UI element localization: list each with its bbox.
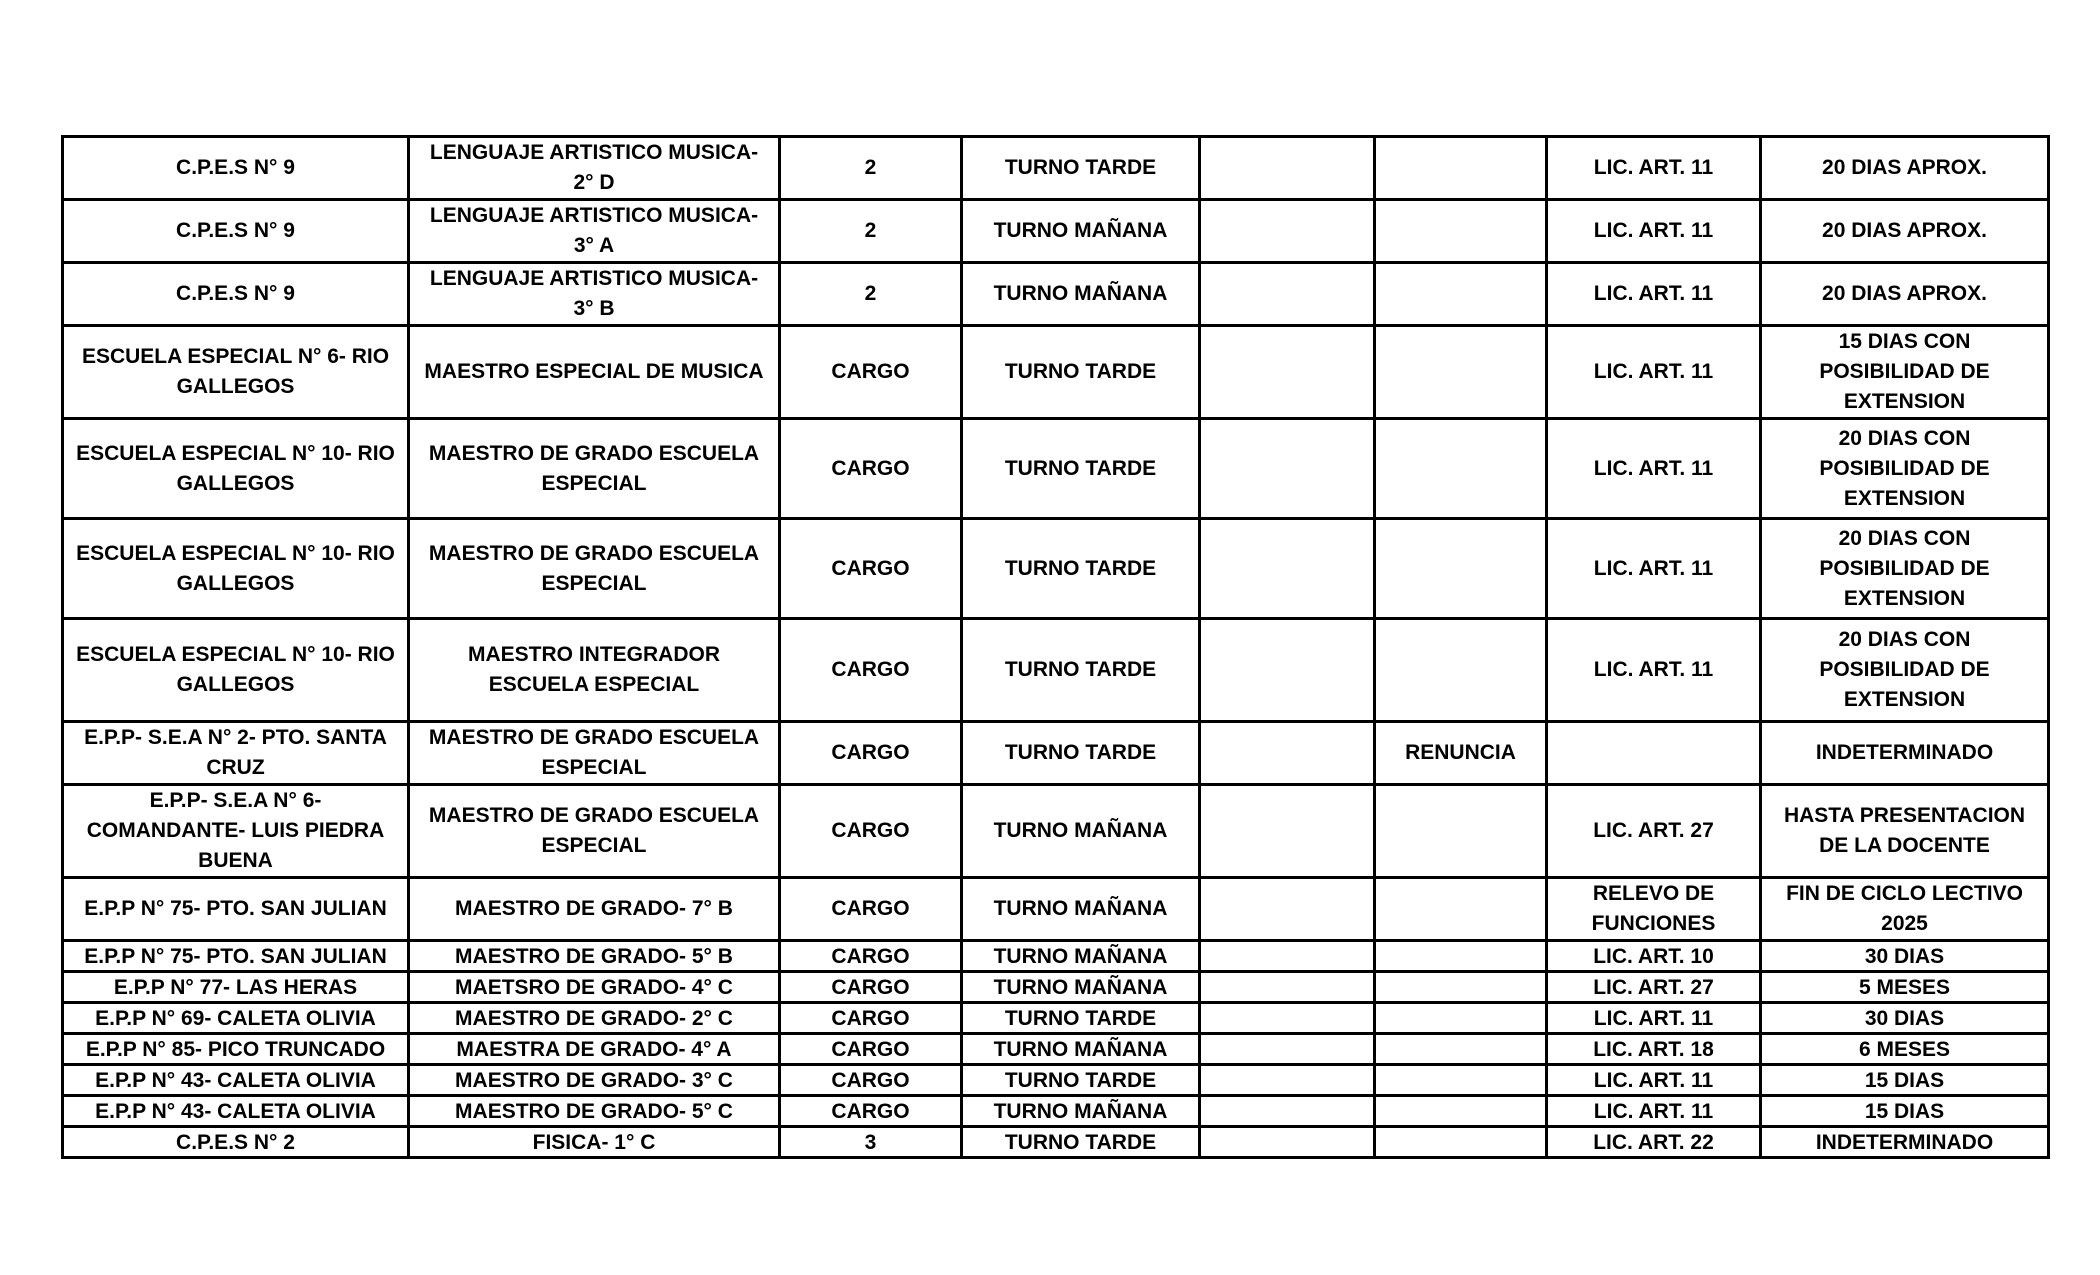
license-cell: LIC. ART. 11	[1547, 137, 1761, 200]
subject-cell: MAESTRO INTEGRADOR ESCUELA ESPECIAL	[409, 619, 780, 722]
shift-cell: TURNO TARDE	[962, 619, 1200, 722]
duration-cell: INDETERMINADO	[1761, 1127, 2049, 1158]
hours-cell: CARGO	[780, 419, 962, 519]
duration-cell: 30 DIAS	[1761, 941, 2049, 972]
school-cell: E.P.P N° 75- PTO. SAN JULIAN	[63, 941, 409, 972]
license-cell: LIC. ART. 27	[1547, 785, 1761, 878]
hours-cell: CARGO	[780, 972, 962, 1003]
school-cell: ESCUELA ESPECIAL N° 10- RIO GALLEGOS	[63, 619, 409, 722]
shift-cell: TURNO MAÑANA	[962, 972, 1200, 1003]
table-row	[63, 972, 2049, 1003]
duration-cell: 20 DIAS APROX.	[1761, 137, 2049, 200]
school-cell: E.P.P N° 75- PTO. SAN JULIAN	[63, 878, 409, 941]
empty-cell	[1200, 619, 1375, 722]
school-cell: E.P.P N° 85- PICO TRUNCADO	[63, 1034, 409, 1065]
table-row	[63, 941, 2049, 972]
duration-cell: 15 DIAS CON POSIBILIDAD DE EXTENSION	[1761, 326, 2049, 419]
duration-cell: HASTA PRESENTACION DE LA DOCENTE	[1761, 785, 2049, 878]
empty-cell	[1200, 1065, 1375, 1096]
table-row	[63, 1034, 2049, 1065]
hours-cell: CARGO	[780, 519, 962, 619]
table-row	[63, 722, 2049, 785]
status-cell	[1375, 972, 1547, 1003]
table-body	[63, 137, 2049, 1158]
license-cell: LIC. ART. 11	[1547, 326, 1761, 419]
shift-cell: TURNO TARDE	[962, 722, 1200, 785]
subject-cell: MAESTRO DE GRADO ESCUELA ESPECIAL	[409, 722, 780, 785]
subject-cell: MAESTRO DE GRADO- 7° B	[409, 878, 780, 941]
hours-cell: CARGO	[780, 878, 962, 941]
license-cell: LIC. ART. 11	[1547, 1096, 1761, 1127]
status-cell	[1375, 619, 1547, 722]
hours-cell: CARGO	[780, 1096, 962, 1127]
table-row	[63, 785, 2049, 878]
table-row	[63, 519, 2049, 619]
status-cell: RENUNCIA	[1375, 722, 1547, 785]
hours-cell: 2	[780, 263, 962, 326]
school-cell: C.P.E.S N° 9	[63, 263, 409, 326]
table-row	[63, 137, 2049, 200]
hours-cell: CARGO	[780, 785, 962, 878]
shift-cell: TURNO MAÑANA	[962, 200, 1200, 263]
shift-cell: TURNO TARDE	[962, 1065, 1200, 1096]
license-cell: LIC. ART. 18	[1547, 1034, 1761, 1065]
table-row	[63, 1127, 2049, 1158]
school-cell: E.P.P N° 43- CALETA OLIVIA	[63, 1065, 409, 1096]
table-row	[63, 419, 2049, 519]
duration-cell: 15 DIAS	[1761, 1096, 2049, 1127]
license-cell: LIC. ART. 11	[1547, 619, 1761, 722]
empty-cell	[1200, 878, 1375, 941]
duration-cell: 5 MESES	[1761, 972, 2049, 1003]
subject-cell: MAESTRA DE GRADO- 4° A	[409, 1034, 780, 1065]
duration-cell: 20 DIAS APROX.	[1761, 263, 2049, 326]
status-cell	[1375, 519, 1547, 619]
hours-cell: CARGO	[780, 1003, 962, 1034]
shift-cell: TURNO MAÑANA	[962, 878, 1200, 941]
shift-cell: TURNO MAÑANA	[962, 263, 1200, 326]
status-cell	[1375, 941, 1547, 972]
status-cell	[1375, 137, 1547, 200]
status-cell	[1375, 785, 1547, 878]
empty-cell	[1200, 1003, 1375, 1034]
table-row	[63, 200, 2049, 263]
school-cell: ESCUELA ESPECIAL N° 10- RIO GALLEGOS	[63, 519, 409, 619]
shift-cell: TURNO TARDE	[962, 326, 1200, 419]
table-row	[63, 1065, 2049, 1096]
table-row	[63, 1003, 2049, 1034]
duration-cell: INDETERMINADO	[1761, 722, 2049, 785]
school-cell: E.P.P N° 43- CALETA OLIVIA	[63, 1096, 409, 1127]
empty-cell	[1200, 785, 1375, 878]
duration-cell: FIN DE CICLO LECTIVO 2025	[1761, 878, 2049, 941]
table-row	[63, 1096, 2049, 1127]
subject-cell: MAESTRO DE GRADO ESCUELA ESPECIAL	[409, 419, 780, 519]
table-row	[63, 878, 2049, 941]
license-cell: LIC. ART. 10	[1547, 941, 1761, 972]
empty-cell	[1200, 137, 1375, 200]
shift-cell: TURNO TARDE	[962, 1127, 1200, 1158]
empty-cell	[1200, 200, 1375, 263]
table-row	[63, 619, 2049, 722]
license-cell: LIC. ART. 11	[1547, 1003, 1761, 1034]
hours-cell: CARGO	[780, 619, 962, 722]
hours-cell: 3	[780, 1127, 962, 1158]
hours-cell: 2	[780, 137, 962, 200]
status-cell	[1375, 1034, 1547, 1065]
table-row	[63, 326, 2049, 419]
school-cell: E.P.P- S.E.A N° 2- PTO. SANTA CRUZ	[63, 722, 409, 785]
subject-cell: FISICA- 1° C	[409, 1127, 780, 1158]
license-cell: LIC. ART. 22	[1547, 1127, 1761, 1158]
shift-cell: TURNO MAÑANA	[962, 785, 1200, 878]
empty-cell	[1200, 419, 1375, 519]
status-cell	[1375, 1003, 1547, 1034]
subject-cell: MAESTRO DE GRADO- 2° C	[409, 1003, 780, 1034]
status-cell	[1375, 263, 1547, 326]
subject-cell: LENGUAJE ARTISTICO MUSICA- 3° B	[409, 263, 780, 326]
shift-cell: TURNO MAÑANA	[962, 1034, 1200, 1065]
hours-cell: CARGO	[780, 722, 962, 785]
status-cell	[1375, 200, 1547, 263]
hours-cell: 2	[780, 200, 962, 263]
shift-cell: TURNO MAÑANA	[962, 1096, 1200, 1127]
shift-cell: TURNO TARDE	[962, 419, 1200, 519]
license-cell: LIC. ART. 11	[1547, 263, 1761, 326]
empty-cell	[1200, 972, 1375, 1003]
hours-cell: CARGO	[780, 326, 962, 419]
status-cell	[1375, 326, 1547, 419]
hours-cell: CARGO	[780, 1065, 962, 1096]
license-cell: LIC. ART. 11	[1547, 519, 1761, 619]
status-cell	[1375, 1096, 1547, 1127]
license-cell: RELEVO DE FUNCIONES	[1547, 878, 1761, 941]
subject-cell: MAESTRO DE GRADO- 5° C	[409, 1096, 780, 1127]
school-cell: E.P.P- S.E.A N° 6- COMANDANTE- LUIS PIEDRA BUENA	[63, 785, 409, 878]
license-cell: LIC. ART. 27	[1547, 972, 1761, 1003]
duration-cell: 20 DIAS CON POSIBILIDAD DE EXTENSION	[1761, 619, 2049, 722]
school-cell: C.P.E.S N° 9	[63, 137, 409, 200]
status-cell	[1375, 878, 1547, 941]
license-cell: LIC. ART. 11	[1547, 200, 1761, 263]
subject-cell: MAETSRO DE GRADO- 4° C	[409, 972, 780, 1003]
school-cell: C.P.E.S N° 2	[63, 1127, 409, 1158]
school-cell: ESCUELA ESPECIAL N° 10- RIO GALLEGOS	[63, 419, 409, 519]
license-cell	[1547, 722, 1761, 785]
subject-cell: MAESTRO DE GRADO- 3° C	[409, 1065, 780, 1096]
subject-cell: MAESTRO ESPECIAL DE MUSICA	[409, 326, 780, 419]
table-row	[63, 263, 2049, 326]
duration-cell: 30 DIAS	[1761, 1003, 2049, 1034]
status-cell	[1375, 1065, 1547, 1096]
empty-cell	[1200, 722, 1375, 785]
subject-cell: LENGUAJE ARTISTICO MUSICA- 3° A	[409, 200, 780, 263]
empty-cell	[1200, 519, 1375, 619]
empty-cell	[1200, 263, 1375, 326]
status-cell	[1375, 1127, 1547, 1158]
vacancies-table	[61, 135, 2050, 1159]
empty-cell	[1200, 326, 1375, 419]
school-cell: E.P.P N° 77- LAS HERAS	[63, 972, 409, 1003]
duration-cell: 15 DIAS	[1761, 1065, 2049, 1096]
empty-cell	[1200, 941, 1375, 972]
duration-cell: 20 DIAS CON POSIBILIDAD DE EXTENSION	[1761, 519, 2049, 619]
empty-cell	[1200, 1034, 1375, 1065]
shift-cell: TURNO TARDE	[962, 137, 1200, 200]
status-cell	[1375, 419, 1547, 519]
subject-cell: MAESTRO DE GRADO ESCUELA ESPECIAL	[409, 519, 780, 619]
subject-cell: MAESTRO DE GRADO- 5° B	[409, 941, 780, 972]
subject-cell: MAESTRO DE GRADO ESCUELA ESPECIAL	[409, 785, 780, 878]
shift-cell: TURNO TARDE	[962, 1003, 1200, 1034]
empty-cell	[1200, 1096, 1375, 1127]
hours-cell: CARGO	[780, 941, 962, 972]
license-cell: LIC. ART. 11	[1547, 1065, 1761, 1096]
school-cell: C.P.E.S N° 9	[63, 200, 409, 263]
shift-cell: TURNO TARDE	[962, 519, 1200, 619]
subject-cell: LENGUAJE ARTISTICO MUSICA- 2° D	[409, 137, 780, 200]
empty-cell	[1200, 1127, 1375, 1158]
school-cell: ESCUELA ESPECIAL N° 6- RIO GALLEGOS	[63, 326, 409, 419]
license-cell: LIC. ART. 11	[1547, 419, 1761, 519]
duration-cell: 6 MESES	[1761, 1034, 2049, 1065]
duration-cell: 20 DIAS APROX.	[1761, 200, 2049, 263]
duration-cell: 20 DIAS CON POSIBILIDAD DE EXTENSION	[1761, 419, 2049, 519]
shift-cell: TURNO MAÑANA	[962, 941, 1200, 972]
hours-cell: CARGO	[780, 1034, 962, 1065]
school-cell: E.P.P N° 69- CALETA OLIVIA	[63, 1003, 409, 1034]
